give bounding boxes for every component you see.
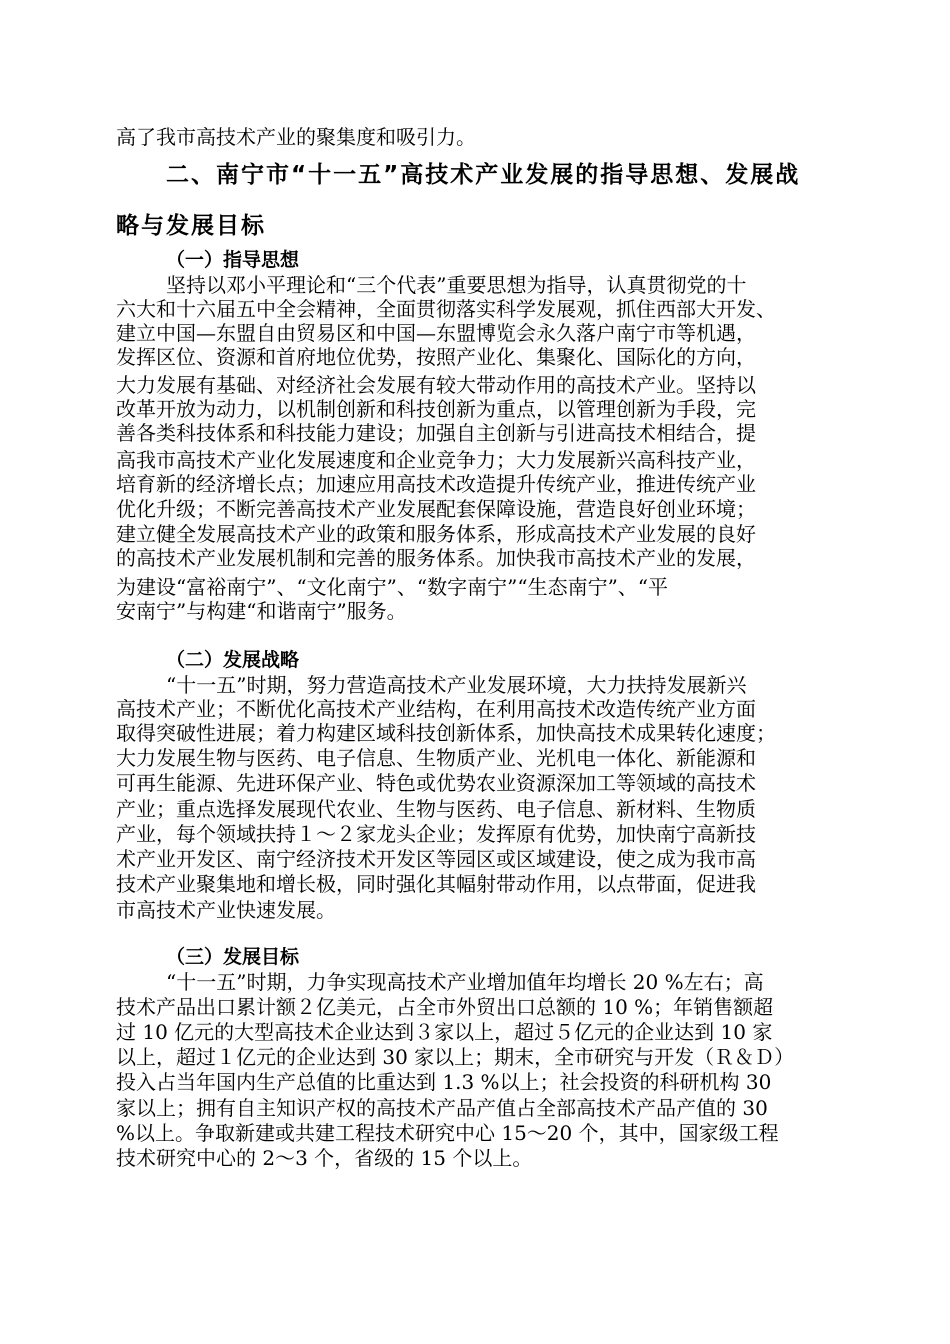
paragraph-line: 为建设“富裕南宁”、“文化南宁”、“数字南宁”“生态南宁”、“平 [116, 575, 669, 599]
paragraph-line: 培育新的经济增长点；加速应用高技术改造提升传统产业，推进传统产业 [116, 472, 756, 496]
paragraph-line: 发挥区位、资源和首府地位优势，按照产业化、集聚化、国际化的方向， [116, 345, 756, 369]
section-heading-line-2: 略与发展目标 [116, 213, 266, 239]
paragraph-line: 过 10 亿元的大型高技术企业达到３家以上，超过５亿元的企业达到 10 家 [116, 1020, 773, 1044]
paragraph-line: 技术产业聚集地和增长极，同时强化其幅射带动作用，以点带面，促进我 [116, 872, 756, 896]
paragraph-line: 市高技术产业快速发展。 [116, 898, 336, 922]
paragraph-line: 高我市高技术产业化发展速度和企业竞争力；大力发展新兴高科技产业， [116, 448, 756, 472]
paragraph-line: 建立中国—东盟自由贸易区和中国—东盟博览会永久落户南宁市等机遇， [116, 321, 756, 345]
paragraph-line: 大力发展生物与医药、电子信息、生物质产业、光机电一体化、新能源和 [116, 746, 756, 770]
paragraph-line: 产业，每个领域扶持１～２家龙头企业；发挥原有优势，加快南宁高新技 [116, 822, 756, 846]
paragraph-line: 善各类科技体系和科技能力建设；加强自主创新与引进高技术相结合，提 [116, 421, 756, 445]
paragraph-line: 坚持以邓小平理论和“三个代表”重要思想为指导，认真贯彻党的十 [166, 273, 747, 297]
subsection-heading-guiding-thought: （一）指导思想 [166, 249, 300, 271]
section-heading-line-1: 二、南宁市“十一五”高技术产业发展的指导思想、发展战 [166, 162, 801, 188]
paragraph-line: 的高技术产业发展机制和完善的服务体系。加快我市高技术产业的发展， [116, 546, 756, 570]
subsection-heading-goals: （三）发展目标 [166, 946, 300, 968]
paragraph-line: 大力发展有基础、对经济社会发展有较大带动作用的高技术产业。坚持以 [116, 373, 756, 397]
paragraph-line: 技术产品出口累计额２亿美元，占全市外贸出口总额的 10 %；年销售额超 [116, 995, 774, 1019]
paragraph-line: 可再生能源、先进环保产业、特色或优势农业资源深加工等领域的高技术 [116, 771, 756, 795]
paragraph-line: “十一五”时期，力争实现高技术产业增加值年均增长 20 %左右；高 [166, 970, 764, 994]
paragraph-line: 术产业开发区、南宁经济技术开发区等园区或区域建设，使之成为我市高 [116, 847, 756, 871]
paragraph-line: 取得突破性进展；着力构建区域科技创新体系，加快高技术成果转化速度； [116, 721, 776, 745]
paragraph-line: 建立健全发展高技术产业的政策和服务体系，形成高技术产业发展的良好 [116, 522, 756, 546]
paragraph-line: 六大和十六届五中全会精神，全面贯彻落实科学发展观，抓住西部大开发、 [116, 297, 776, 321]
subsection-heading-strategy: （二）发展战略 [166, 649, 300, 671]
paragraph-line: “十一五”时期，努力营造高技术产业发展环境，大力扶持发展新兴 [166, 673, 747, 697]
paragraph-line: 安南宁”与构建“和谐南宁”服务。 [116, 599, 407, 623]
paragraph-line: 投入占当年国内生产总值的比重达到 1.3 %以上；社会投资的科研机构 30 [116, 1070, 772, 1094]
intro-tail-line: 高了我市高技术产业的聚集度和吸引力。 [116, 125, 476, 149]
paragraph-line: 家以上；拥有自主知识产权的高技术产品产值占全部高技术产品产值的 30 [116, 1096, 768, 1120]
paragraph-line: %以上。争取新建或共建工程技术研究中心 15～20 个，其中，国家级工程 [116, 1121, 779, 1145]
paragraph-line: 优化升级；不断完善高技术产业发展配套保障设施，营造良好创业环境； [116, 497, 756, 521]
paragraph-line: 产业；重点选择发展现代农业、生物与医药、电子信息、新材料、生物质 [116, 797, 756, 821]
paragraph-line: 以上，超过１亿元的企业达到 30 家以上；期末，全市研究与开发（Ｒ＆Ｄ） [116, 1045, 795, 1069]
paragraph-line: 高技术产业；不断优化高技术产业结构，在利用高技术改造传统产业方面 [116, 697, 756, 721]
paragraph-line: 技术研究中心的 2～3 个，省级的 15 个以上。 [116, 1146, 533, 1170]
paragraph-line: 改革开放为动力，以机制创新和科技创新为重点，以管理创新为手段，完 [116, 397, 756, 421]
